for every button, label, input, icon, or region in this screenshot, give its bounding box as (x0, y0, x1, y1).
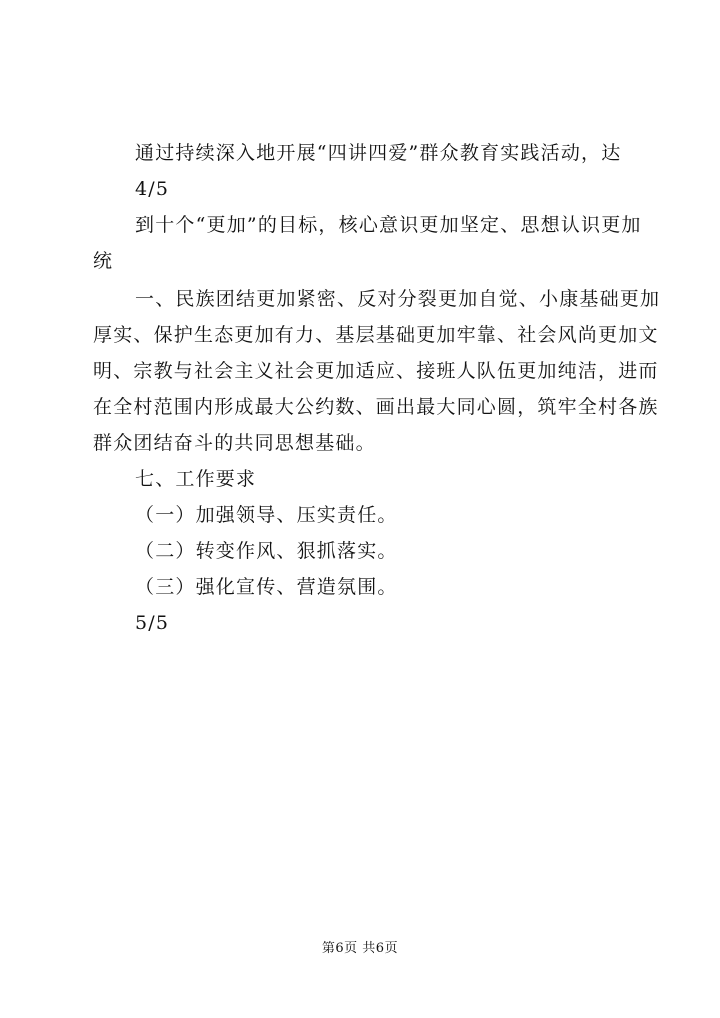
paragraph-line: 厚实、保护生态更加有力、基层基础更加牢靠、社会风尚更加文 (93, 324, 659, 346)
paragraph-line: 统 (93, 250, 114, 272)
page-marker: 5/5 (135, 612, 170, 634)
page-marker: 4/5 (135, 178, 170, 200)
list-item: （一）加强领导、压实责任。 (135, 504, 398, 526)
section-heading: 七、工作要求 (135, 468, 257, 490)
paragraph-line: 明、宗教与社会主义社会更加适应、接班人队伍更加纯洁，进而 (93, 360, 659, 382)
page-footer: 第6页 共6页 (321, 941, 399, 956)
paragraph-line: 在全村范围内形成最大公约数、画出最大同心圆，筑牢全村各族 (93, 396, 659, 418)
list-item: （二）转变作风、狠抓落实。 (135, 540, 398, 562)
paragraph-line: 通过持续深入地开展“四讲四爱”群众教育实践活动，达 (135, 142, 622, 164)
paragraph-line: 到十个“更加”的目标，核心意识更加坚定、思想认识更加 (135, 214, 642, 236)
paragraph-line: 一、民族团结更加紧密、反对分裂更加自觉、小康基础更加 (135, 288, 661, 310)
list-item: （三）强化宣传、营造氛围。 (135, 576, 398, 598)
paragraph-line: 群众团结奋斗的共同思想基础。 (93, 432, 376, 454)
